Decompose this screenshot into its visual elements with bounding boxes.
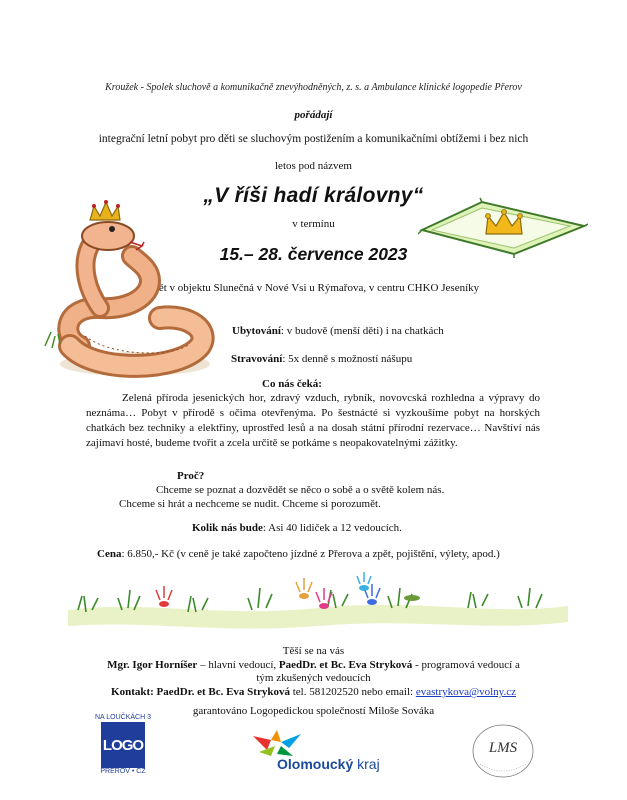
kraj-text: kraj <box>357 756 380 772</box>
ubytovani-text: : v budově (menší děti) i na chatkách <box>280 325 444 337</box>
letos-text: letos pod názvem <box>275 160 352 172</box>
email-link[interactable]: evastrykova@volny.cz <box>415 686 516 698</box>
kolik-text: : Asi 40 lidiček a 12 vedoucích. <box>262 522 402 534</box>
proc-line-2: Chceme si hrát a nechceme se nudit. Chceme si porozumět. <box>119 498 381 510</box>
co-nas-ceka-paragraph <box>86 391 540 451</box>
garant-line: garantováno Logopedickou společností Miloše Sováka <box>192 705 435 717</box>
logo-olomoucky-kraj <box>243 730 423 780</box>
intro-text: integrační letní pobyt pro děti se sluchovým postižením a komunikačními obtížemi i bez nich <box>98 133 529 145</box>
co-nas-ceka-text: Zelená příroda jesenických hor, zdravý vzduch, rybník, novovcská rozhledna a výpravy do neznáma… Pobyt v přírodě s očima otevřenýma. Po šestnácté si vyzkoušíme pobyt na horských chatkách bez techniky a elektřiny, uprostřed lesů a na dosah státní přírodní rezervace… Navštíví nás zajímaví hosté, budeme tvořit a zcela určitě se potkáme s neopakovatelnými zážitky. <box>86 392 540 449</box>
olomoucky-text: Olomoucký <box>277 756 354 772</box>
co-nas-ceka-heading: Co nás čeká: <box>262 378 322 390</box>
stravovani-line <box>231 353 412 365</box>
tesi-se-text: Těší se na vás <box>282 645 345 657</box>
logo1-top-text: NA LOUČKÁCH 3 <box>94 714 152 721</box>
olomoucky-kraj-pinwheel-icon <box>245 730 309 758</box>
contact-tel: tel. 581202520 nebo email: <box>289 686 416 698</box>
ubytovani-line <box>232 325 444 337</box>
leader-name: Mgr. Igor Horníšer <box>107 659 198 671</box>
event-dates: 15.– 28. července 2023 <box>219 244 408 264</box>
contact-label: Kontakt: <box>111 686 154 698</box>
cena-label: Cena <box>97 548 122 560</box>
cena-text: : 6.850,- Kč (v ceně je také započteno jízdné z Přerova a zpět, pojištění, výlety, apod.) <box>121 548 500 560</box>
venue-text: opět v objektu Slunečná v Nové Vsi u Rýmařova, v centru CHKO Jeseníky <box>147 282 480 294</box>
v-terminu-text: v termínu <box>292 218 335 230</box>
kolik-line <box>192 522 402 534</box>
stravovani-text: : 5x denně s možností nášupu <box>282 353 413 365</box>
stravovani-label: Stravování <box>231 353 283 365</box>
cena-line <box>97 548 500 560</box>
program-leader-role: - programová vedoucí a <box>412 659 520 671</box>
organizer-line: Kroužek - Spolek sluchově a komunikačně znevýhodněných, z. s. a Ambulance klinické logopedie Přerov <box>105 82 522 93</box>
proc-line-1: Chceme se poznat a dozvědět se něco o sobě a o světě kolem nás. <box>156 484 445 496</box>
logo-na-louckach <box>90 714 156 782</box>
grass-illustration <box>68 562 568 634</box>
leader-role: – hlavní vedoucí, <box>197 659 279 671</box>
logo-lms <box>470 722 536 780</box>
snake-illustration <box>40 196 215 386</box>
lms-text: LMS <box>488 740 518 756</box>
leaders-line <box>0 659 627 671</box>
contact-name: PaedDr. et Bc. Eva Stryková <box>153 686 290 698</box>
poradaji-text: pořádají <box>294 109 333 121</box>
ubytovani-label: Ubytování <box>232 325 281 337</box>
cushion-crown-illustration <box>418 196 588 258</box>
program-leader-name: PaedDr. et Bc. Eva Stryková <box>278 659 413 671</box>
logo1-mark: LOGO <box>101 722 145 768</box>
contact-line <box>0 686 627 698</box>
logo1-bottom-text: PŘEROV • CZ <box>100 768 146 775</box>
kolik-label: Kolik nás bude <box>192 522 263 534</box>
event-title: „V říši hadí královny“ <box>203 184 424 207</box>
team-line: tým zkušených vedoucích <box>256 672 371 684</box>
proc-heading: Proč? <box>177 470 205 482</box>
